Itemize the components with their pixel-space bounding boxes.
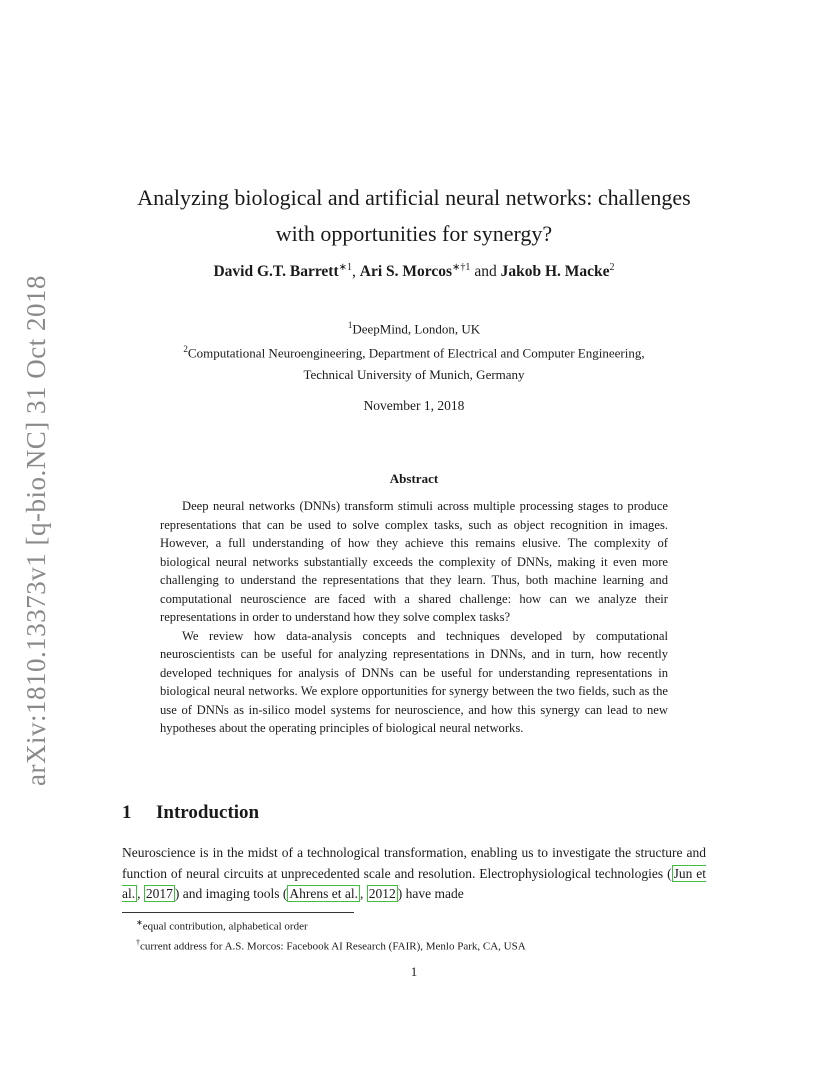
intro-paragraph: Neuroscience is in the midst of a technological transformation, enabling us to investigate the structure and function of neural circuits at unprecedented scale and resolution. Electrophysiological technologies ( Jun et al. , 2017 ) and imaging tools ( Ahrens et al. , 2012 ) have made — [122, 845, 706, 901]
intro-text-1: Neuroscience is in the midst of a technological transformation, enabling us to investigate the structure and function of neural circuits at unprecedented scale and resolution. Electrophysiological technologies ( — [122, 845, 706, 881]
affiliation-2-text: Computational Neuroengineering, Department of Electrical and Computer Engineering, — [187, 345, 645, 361]
arxiv-side-stamp — [16, 270, 56, 790]
author-separator-1: , — [352, 263, 360, 281]
footnote-rule — [122, 912, 354, 913]
intro-text-2: ) and imaging tools ( — [174, 886, 288, 901]
section-title: Introduction — [156, 802, 260, 823]
affiliation-1-mark: 1 — [347, 320, 353, 330]
affiliation-2-continued: Technical University of Munich, Germany — [303, 366, 525, 382]
citation-jun-year-link[interactable]: 2017 — [145, 886, 173, 901]
affiliation-1-text: DeepMind, London, UK — [352, 321, 481, 337]
abstract-paragraph-2: We review how data-analysis concepts and techniques developed by computational neuroscientists can be useful for analyzing representations in DNNs, and in turn, how recently developed techniques for analysis of DNNs can be useful for understanding representations in biological neural networks. We explore opportunities for synergy between the two fields, such as the use of DNNs as in-silico model systems for neuroscience, and how this synergy can lead to new hypotheses about the operating principles of biological neural networks. — [160, 628, 668, 735]
arxiv-identifier: arXiv:1810.13373v1 [q-bio.NC] 31 Oct 2018 — [20, 274, 51, 786]
author-3-mark: 2 — [609, 262, 615, 273]
publication-date: November 1, 2018 — [363, 398, 465, 413]
footnote-2-mark: † — [136, 937, 140, 947]
abstract-paragraph-1: Deep neural networks (DNNs) transform stimuli across multiple processing stages to produce representations that can be used to solve complex tasks, such as object recognition in images. However, a full understanding of how they achieve this remains elusive. The complexity of biological neural networks substantially exceeds the complexity of DNNs, making it even more challenging to understand the representations that they learn. Thus, both machine learning and computational neuroscience are faced with a shared challenge: how can we analyze their representations in order to understand how they solve complex tasks? — [160, 499, 668, 624]
footnote-1-text: equal contribution, alphabetical order — [142, 920, 308, 933]
intro-text-3: ) have made — [397, 886, 464, 901]
affiliation-2-mark: 2 — [183, 344, 188, 355]
footnote-2 — [136, 935, 526, 955]
footnotes — [136, 915, 526, 954]
title-line-2: with opportunities for synergy? — [275, 221, 553, 246]
abstract-body — [160, 497, 668, 738]
author-separator-2: and — [470, 263, 501, 281]
citation-ahrens-link[interactable]: Ahrens et al. — [289, 886, 358, 901]
paper-title — [100, 180, 728, 252]
section-heading — [122, 802, 259, 824]
author-list — [100, 262, 728, 281]
citation-jun-link[interactable]: Jun et al. — [122, 865, 706, 901]
author-2: Ari S. Morcos — [359, 263, 453, 281]
footnote-1 — [136, 915, 526, 935]
affiliation-2 — [100, 339, 728, 363]
citation-ahrens-year-link[interactable]: 2012 — [368, 886, 396, 901]
affiliations — [100, 315, 728, 385]
section-number: 1 — [122, 802, 132, 823]
page-number: 1 — [410, 964, 418, 979]
author-3: Jakob H. Macke — [500, 263, 610, 281]
author-1: David G.T. Barrett — [213, 263, 339, 281]
footnote-2-text: current address for A.S. Morcos: Facebook AI Research (FAIR), Menlo Park, CA, USA — [140, 940, 526, 953]
footnote-1-mark: ∗ — [136, 918, 143, 927]
intro-body — [122, 843, 706, 905]
title-line-1: Analyzing biological and artificial neural networks: challenges — [137, 185, 691, 210]
author-2-mark: ∗†1 — [452, 262, 471, 273]
author-1-mark: ∗1 — [338, 262, 353, 273]
affiliation-1 — [100, 315, 728, 339]
abstract-heading: Abstract — [389, 471, 439, 486]
